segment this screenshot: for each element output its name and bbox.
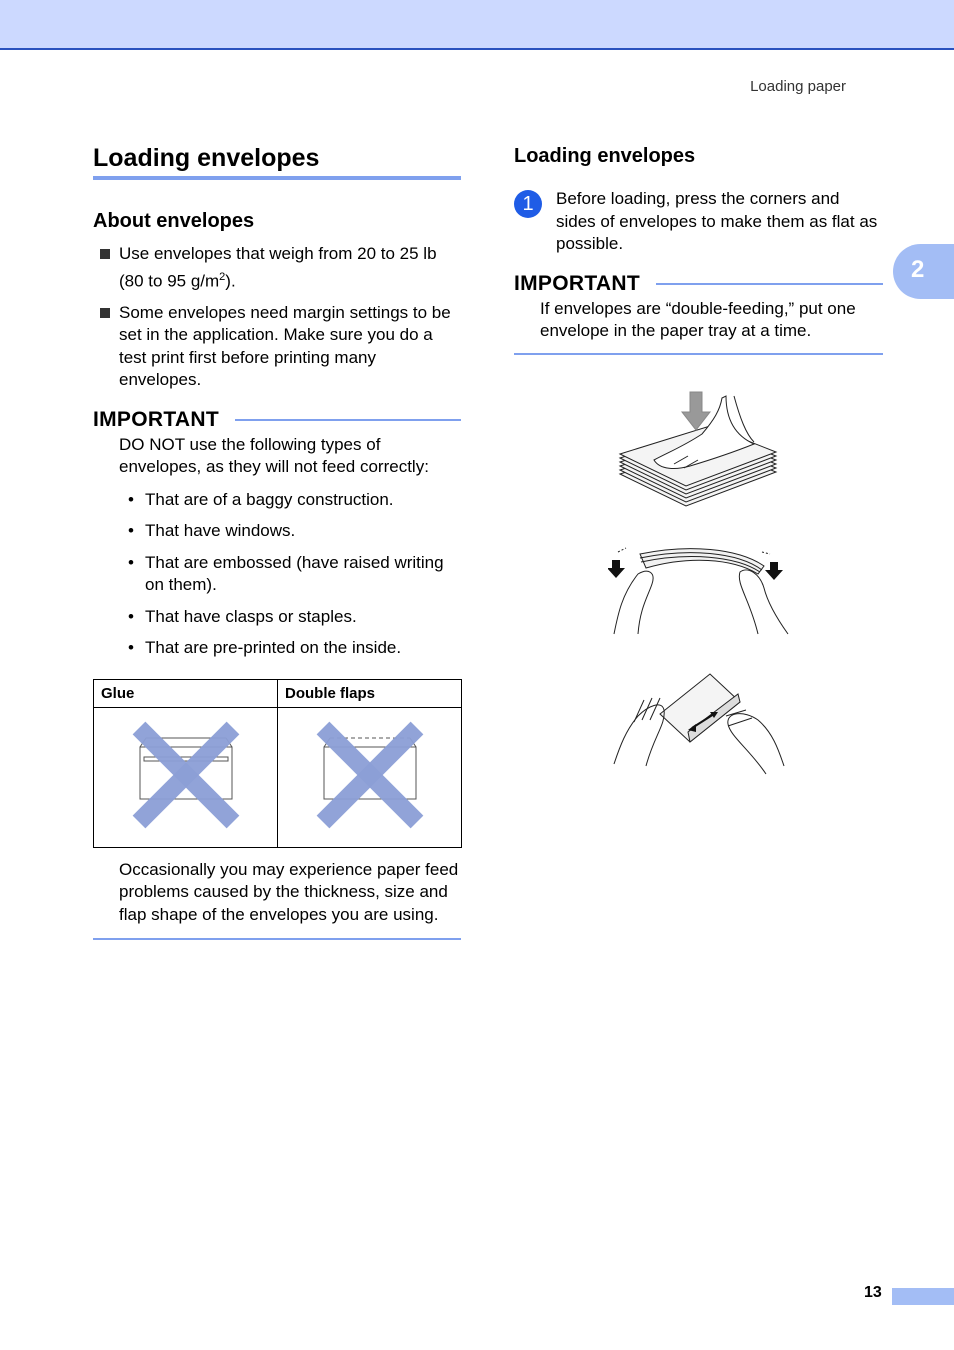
important-note: Occasionally you may experience paper feed problems caused by the thickness, size and flap shape of the envelopes you are using. [119, 859, 459, 924]
right-column [514, 140, 883, 355]
left-column [93, 140, 461, 940]
about-list [93, 243, 461, 392]
double-flap-envelope-crossed-illustration [315, 720, 425, 830]
important-header [514, 272, 883, 296]
important-label: IMPORTANT [514, 271, 640, 295]
chapter-number: 2 [911, 256, 925, 283]
glue-envelope-cell [94, 707, 278, 847]
top-header-band [0, 0, 954, 50]
important-header [93, 408, 461, 432]
important-label: IMPORTANT [93, 407, 219, 431]
list-item: Use envelopes that weigh from 20 to 25 lb (80 to 95 $g/m^2$). [93, 243, 461, 293]
page-number: 13 [864, 1284, 882, 1301]
important-rule [656, 283, 883, 285]
important-end-rule [93, 938, 461, 940]
about-heading: About envelopes [93, 210, 255, 232]
important-intro: DO NOT use the following types of envelopes, as they will not feed correctly: [119, 434, 429, 477]
page-number-bar [892, 1288, 954, 1305]
step-1 [514, 188, 883, 256]
important-end-rule [514, 353, 883, 355]
section-title: Loading envelopes [93, 140, 461, 180]
step-text: Before loading, press the corners and sides of envelopes to make them as flat as possible. [556, 189, 878, 253]
glue-envelope-crossed-illustration [131, 720, 241, 830]
list-item: • That have windows. [93, 520, 461, 543]
list-item: • That have clasps or staples. [93, 606, 461, 629]
list-item: • That are of a baggy construction. [93, 489, 461, 512]
list-item: • That are embossed (have raised writing on them). [93, 552, 461, 597]
running-header: Loading paper [750, 78, 846, 95]
list-item: • That are pre-printed on the inside. [93, 637, 461, 660]
press-envelopes-illustration [614, 390, 794, 510]
subsection-heading: Loading envelopes [514, 145, 696, 167]
double-flap-envelope-cell [278, 707, 462, 847]
chapter-tab [893, 244, 954, 299]
table-header-glue: Glue [94, 679, 278, 707]
important-rule [235, 419, 461, 421]
table-header-double-flaps: Double flaps [278, 679, 462, 707]
important-text: If envelopes are “double-feeding,” put one envelope in the paper tray at a time. [540, 298, 856, 340]
bend-envelopes-illustration [608, 544, 798, 636]
step-number-badge: 1 [514, 190, 542, 218]
avoid-list [93, 489, 461, 660]
list-item: Some envelopes need margin settings to be set in the application. Make sure you do a test print first before printing many envelopes. [93, 302, 461, 392]
flatten-envelope-edges-illustration [610, 670, 790, 778]
envelope-table [93, 679, 462, 848]
